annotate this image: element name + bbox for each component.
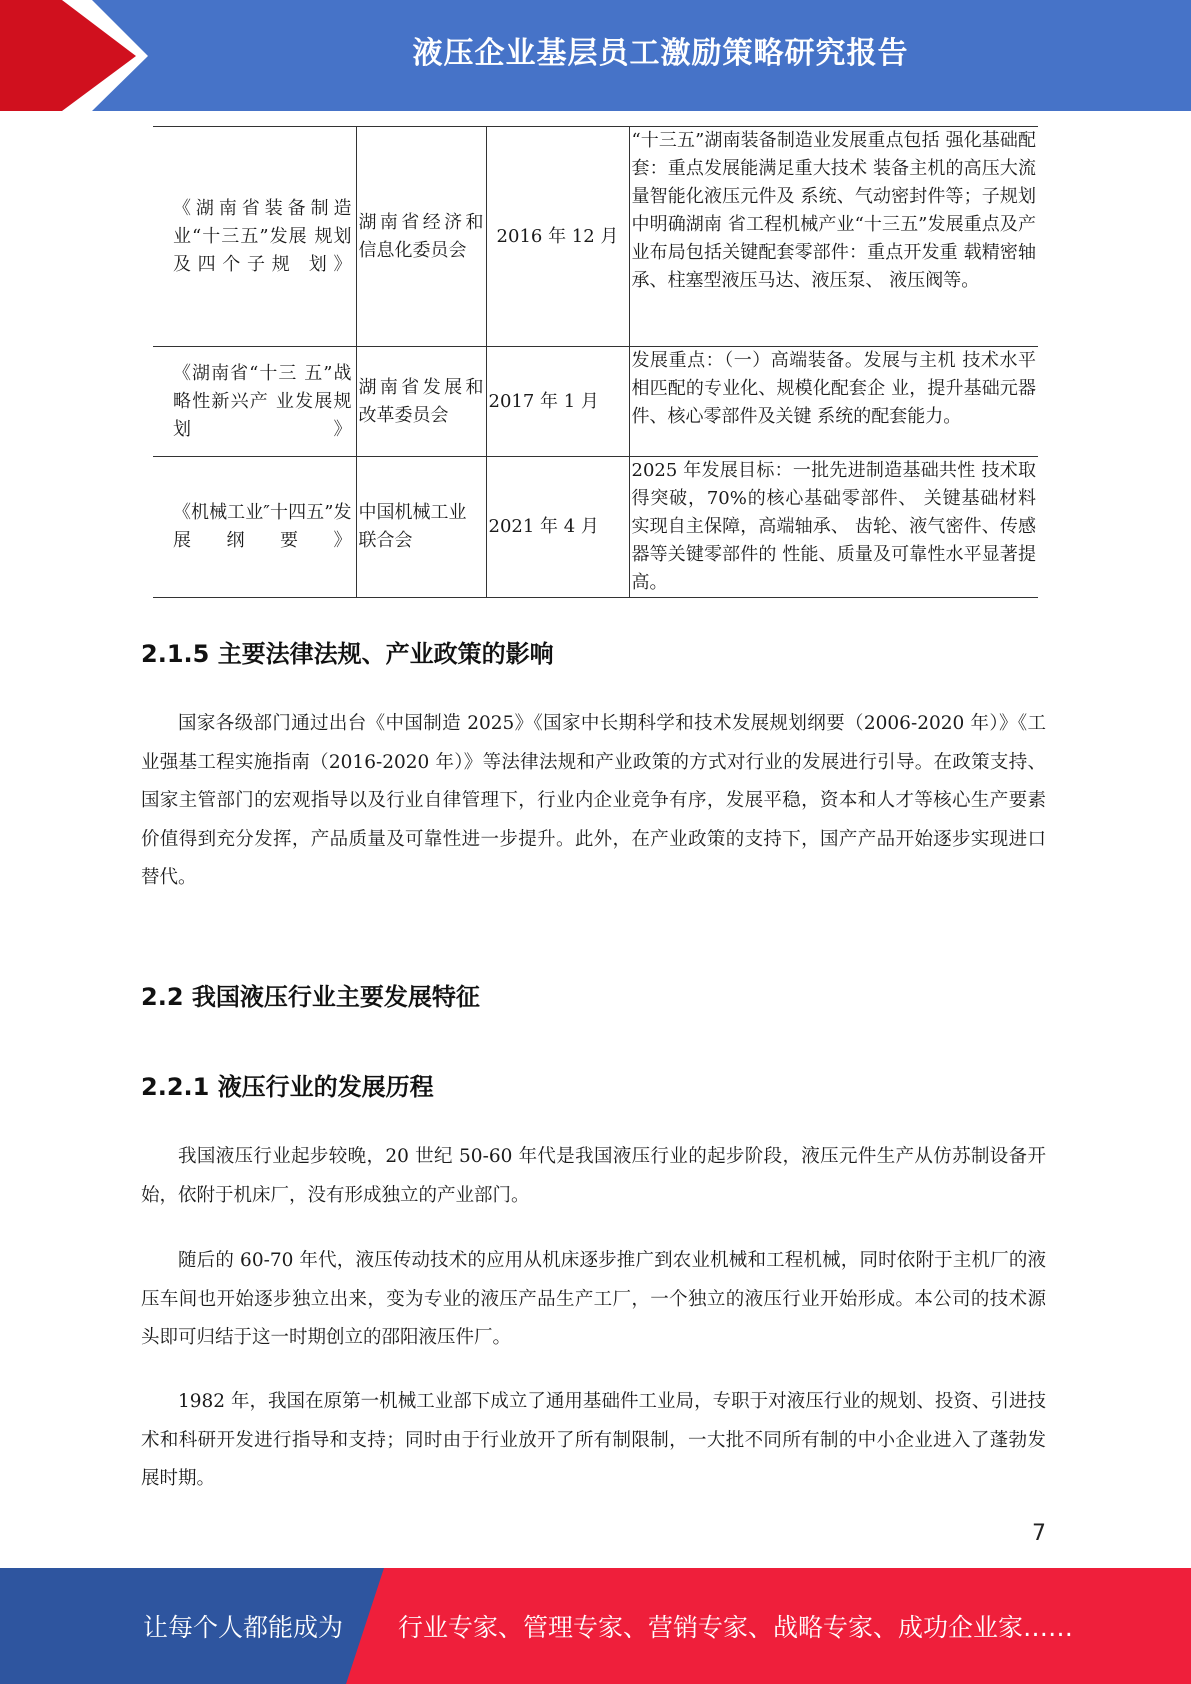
content-cell: 发展重点：（一）高端装备。发展与主机 技术水平相匹配的专业化、规模化配套企 业，提升基础元器件、核心零部件及关键 系统的配套能力。 [629,347,1038,457]
paragraph-2-2-1-c: 1982 年，我国在原第一机械工业部下成立了通用基础件工业局，专职于对液压行业的规划、投资、引进技术和科研开发进行指导和支持；同时由于行业放开了所有制限制，一大批不同所有制的中小企业进入了蓬勃发展时期。 [141,1391,1046,1489]
issuer-cell: 湖南省经济和信息化委员会 [356,127,486,347]
policy-name-cell: 《湖南省“十三 五”战略性新兴产 业发展规划》 [153,347,356,457]
date-cell: 2017 年 1 月 [486,347,629,457]
page-header [0,0,1191,111]
paragraph-2-2-1-a: 我国液压行业起步较晚，20 世纪 50-60 年代是我国液压行业的起步阶段，液压元件生产从仿苏制设备开始，依附于机床厂，没有形成独立的产业部门。 [141,1146,1046,1206]
table-row [153,347,1038,457]
footer-slogan-left: 让每个人都能成为 [143,1613,344,1642]
paragraph-2-1-5: 国家各级部门通过出台《中国制造 2025》《国家中长期科学和技术发展规划纲要（2006-2020 年）》《工业强基工程实施指南（2016-2020 年）》等法律法规和产业政策的方式对行业的发展进行引导。在政策支持、国家主管部门的宏观指导以及行业自律管理下，行业内企业竞争有序，发展平稳，资本和人才等核心生产要素价值得到充分发挥，产品质量及可靠性进一步提升。此外，在产业政策的支持下，国产产品开始逐步实现进口替代。 [141,713,1046,888]
content-cell: “十三五”湖南装备制造业发展重点包括 强化基础配套：重点发展能满足重大技术 装备主机的高压大流量智能化液压元件及 系统、气动密封件等；子规划中明确湖南 省工程机械产业“十三五”发展重点及产 业布局包括关键配套零部件：重点开发重 载精密轴承、柱塞型液压马达、液压泵、 液压阀等。 [629,127,1038,347]
paragraph-2-2-1-b: 随后的 60-70 年代，液压传动技术的应用从机床逐步推广到农业机械和工程机械，同时依附于主机厂的液压车间也开始逐步独立出来，变为专业的液压产品生产工厂，一个独立的液压行业开始形成。本公司的技术源头即可归结于这一时期创立的邵阳液压件厂。 [141,1250,1046,1348]
issuer-cell: 中国机械工业联合会 [356,457,486,598]
page-number: 7 [1032,1521,1046,1546]
policy-table [153,126,1038,598]
document-title: 液压企业基层员工激励策略研究报告 [412,36,909,71]
policy-name-cell: 《湖南省装备制造业“十三五”发展 规划及四个子规 划》 [153,127,356,347]
date-cell: 2021 年 4 月 [486,457,629,598]
policy-name-cell: 《机械工业″十四五”发展纲要》 [153,457,356,598]
section-heading-2-1-5: 2.1.5 主要法律法规、产业政策的影响 [141,640,554,668]
table-row [153,127,1038,347]
content-cell: 2025 年发展目标：一批先进制造基础共性 技术取得突破，70%的核心基础零部件、 关键基础材料实现自主保障，高端轴承、 齿轮、液气密件、传感器等关键零部件的 性能、质量及可靠性水平显著提高。 [629,457,1038,598]
issuer-cell: 湖南省发展和改革委员会 [356,347,486,457]
section-heading-2-2-1: 2.2.1 液压行业的发展历程 [141,1073,434,1101]
table-row [153,457,1038,598]
page-footer [0,1568,1191,1684]
section-heading-2-2: 2.2 我国液压行业主要发展特征 [141,983,480,1011]
date-cell: 2016 年 12 月 [486,127,629,347]
footer-slogan-right: 行业专家、管理专家、营销专家、战略专家、成功企业家…… [398,1613,1074,1642]
